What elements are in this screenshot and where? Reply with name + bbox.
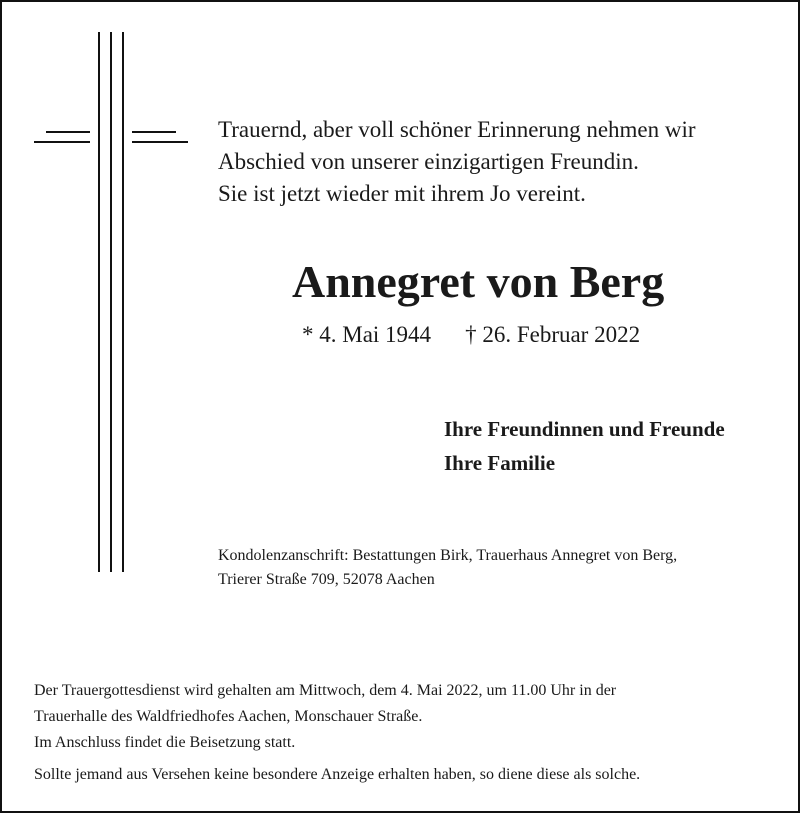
mourner-line: Ihre Familie — [444, 451, 556, 475]
birth-date: * 4. Mai 1944 — [302, 322, 432, 347]
condolence-line: Kondolenzanschrift: Bestattungen Birk, Trauerhaus Annegret von Berg, — [218, 547, 678, 564]
service-info — [34, 678, 774, 788]
service-note: Sollte jemand aus Versehen keine besondere Anzeige erhalten haben, so diene diese als solche. — [34, 766, 641, 783]
service-line: Trauerhalle des Waldfriedhofes Aachen, Monschauer Straße. — [34, 708, 423, 725]
intro-text — [218, 114, 778, 210]
mourner-line: Ihre Freundinnen und Freunde — [444, 417, 725, 441]
intro-line: Trauernd, aber voll schöner Erinnerung nehmen wir — [218, 117, 696, 142]
deceased-name: Annegret von Berg — [292, 256, 665, 307]
service-line: Der Trauergottesdienst wird gehalten am Mittwoch, dem 4. Mai 2022, um 11.00 Uhr in der — [34, 682, 617, 699]
death-date: † 26. Februar 2022 — [465, 322, 641, 347]
life-dates — [302, 320, 640, 350]
condolence-line: Trierer Straße 709, 52078 Aachen — [218, 571, 435, 588]
condolence-address — [218, 544, 778, 592]
mourners — [444, 412, 725, 480]
intro-line: Abschied von unserer einzigartigen Freundin. — [218, 149, 639, 174]
service-line: Im Anschluss findet die Beisetzung statt. — [34, 734, 296, 751]
intro-line: Sie ist jetzt wieder mit ihrem Jo vereint. — [218, 181, 586, 206]
